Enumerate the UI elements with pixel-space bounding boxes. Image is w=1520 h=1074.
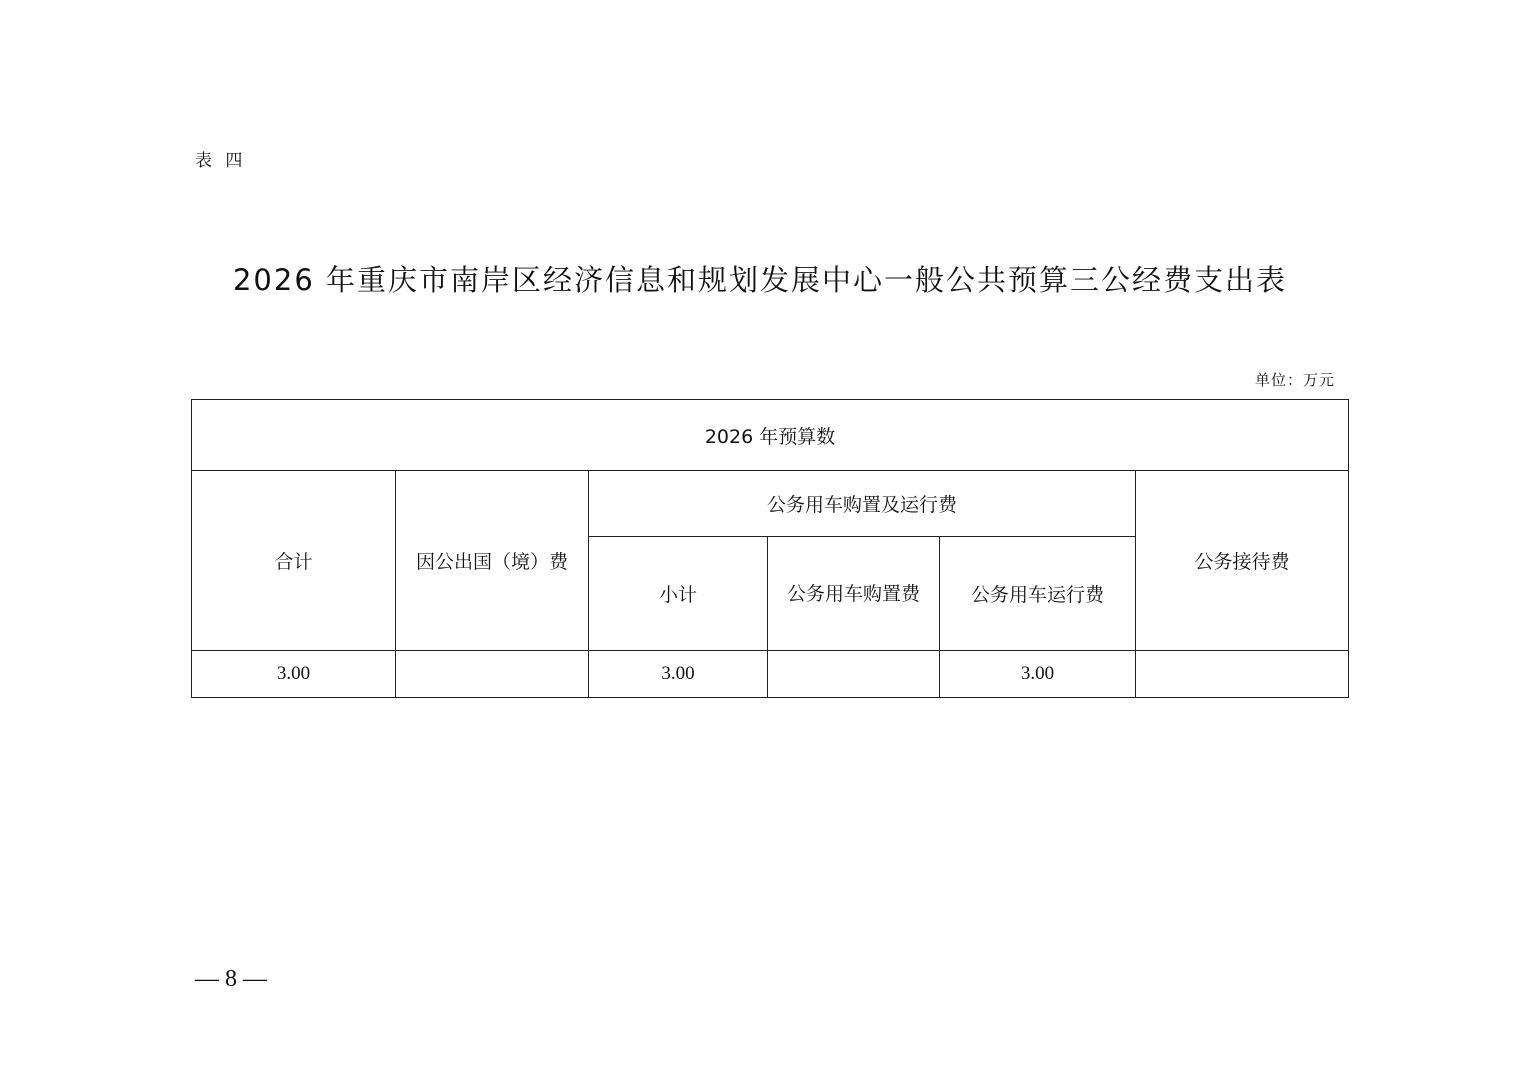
table-label: 表 四 <box>195 151 247 171</box>
cell-total: 3.00 <box>192 651 396 698</box>
cell-abroad <box>396 651 589 698</box>
header-subtotal: 小计 <box>589 537 768 651</box>
table-header-row-1 <box>192 471 1349 537</box>
budget-table <box>191 399 1349 698</box>
page-number: — 8 — <box>195 966 267 992</box>
header-reception: 公务接待费 <box>1136 471 1349 651</box>
header-budget-year: 2026 年预算数 <box>192 400 1349 471</box>
page-title: 2026 年重庆市南岸区经济信息和规划发展中心一般公共预算三公经费支出表 <box>232 263 1288 297</box>
header-total: 合计 <box>192 471 396 651</box>
cell-vehicle-purchase <box>768 651 940 698</box>
table-row <box>192 651 1349 698</box>
cell-subtotal: 3.00 <box>589 651 768 698</box>
cell-reception <box>1136 651 1349 698</box>
unit-label: 单位：万元 <box>1254 371 1335 389</box>
header-vehicle-group: 公务用车购置及运行费 <box>589 471 1136 537</box>
table-header-row-top <box>192 400 1349 471</box>
header-vehicle-purchase: 公务用车购置费 <box>786 582 920 605</box>
header-abroad: 因公出国（境）费 <box>396 471 589 651</box>
cell-vehicle-operation: 3.00 <box>940 651 1136 698</box>
header-vehicle-operation: 公务用车运行费 <box>940 537 1136 651</box>
header-vehicle-purchase-cell <box>768 537 940 651</box>
